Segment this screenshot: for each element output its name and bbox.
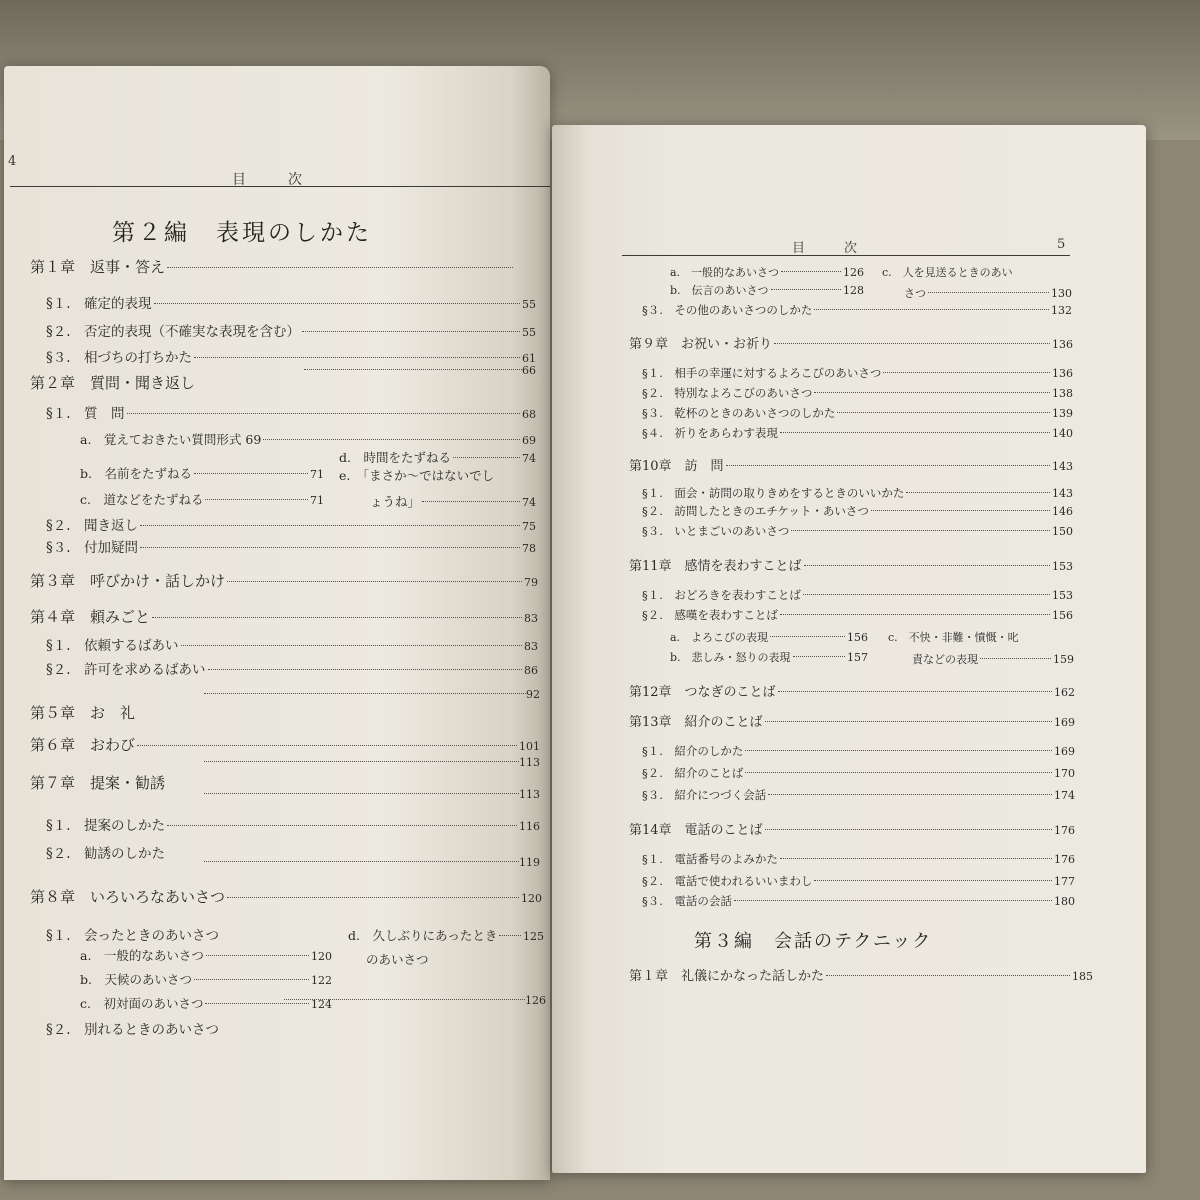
toc-label: さつ	[904, 287, 926, 300]
toc-chapter[interactable]	[629, 965, 1093, 987]
toc-subsection[interactable]	[888, 629, 1074, 651]
toc-section[interactable]	[642, 425, 1073, 447]
toc-section[interactable]	[642, 302, 1072, 324]
toc-leader	[774, 343, 1050, 344]
toc-leader	[194, 979, 309, 980]
toc-page: 61	[522, 352, 536, 365]
part-title: 第２編 表現のしかた	[112, 220, 372, 246]
toc-label: §３. 乾杯のときのあいさつのしかた	[642, 406, 836, 420]
toc-leader	[204, 693, 526, 694]
toc-label: §２. 感嘆を表わすことば	[642, 608, 778, 622]
toc-label: 第13章 紹介のことば	[629, 715, 763, 730]
toc-label: §３. 紹介につづく会話	[642, 788, 767, 802]
toc-section[interactable]	[46, 924, 336, 946]
toc-page: 180	[1054, 895, 1075, 908]
toc-page: 55	[522, 326, 536, 339]
toc-leader	[768, 794, 1052, 795]
toc-page: 130	[1051, 287, 1072, 300]
toc-page: 120	[521, 892, 542, 905]
toc-leader	[980, 658, 1051, 659]
toc-page: 143	[1052, 460, 1073, 473]
toc-page: 138	[1052, 387, 1073, 400]
toc-section[interactable]	[642, 607, 1073, 629]
toc-label: a. 一般的なあいさつ	[670, 266, 780, 279]
toc-page: 71	[310, 494, 324, 507]
toc-label: のあいさつ	[366, 952, 429, 967]
toc-page: 83	[524, 612, 538, 625]
toc-page: 150	[1052, 525, 1073, 538]
toc-label: §２. 紹介のことば	[642, 766, 744, 780]
toc-subsection-cont[interactable]	[370, 492, 536, 514]
toc-leader	[793, 656, 845, 657]
toc-leader	[137, 745, 517, 746]
header-rule	[622, 255, 1070, 256]
toc-page: 156	[1052, 609, 1073, 622]
toc-label: 第６章 おわび	[30, 736, 136, 754]
toc-section[interactable]	[642, 851, 1075, 873]
toc-label: §２. 勧誘のしかた	[46, 846, 166, 862]
toc-leader	[928, 292, 1049, 293]
toc-label: §１. 面会・訪問の取りきめをするときのいいかた	[642, 486, 905, 500]
running-header: 目 次	[232, 172, 302, 188]
toc-label: §３. その他のあいさつのしかた	[642, 303, 813, 317]
toc-page: 71	[310, 468, 324, 481]
toc-leader	[771, 289, 841, 290]
toc-label: §２. 訪問したときのエチケット・あいさつ	[642, 504, 869, 518]
toc-chapter[interactable]	[629, 681, 1075, 703]
toc-section[interactable]	[642, 893, 1075, 915]
toc-page: 140	[1052, 427, 1073, 440]
toc-leader	[780, 858, 1052, 859]
toc-leader	[780, 614, 1050, 615]
toc-page: 177	[1054, 875, 1075, 888]
toc-label: §２. 電話で使われるいいまわし	[642, 874, 813, 888]
toc-page: 66	[522, 364, 536, 377]
toc-page: 174	[1054, 789, 1075, 802]
toc-section[interactable]	[642, 765, 1075, 787]
toc-leader	[263, 439, 520, 440]
toc-label: 第３章 呼びかけ・話しかけ	[30, 572, 226, 590]
toc-label: 責などの表現	[912, 653, 978, 666]
toc-section[interactable]	[642, 523, 1073, 545]
toc-section[interactable]	[46, 514, 536, 536]
toc-leader	[127, 413, 520, 414]
toc-page: 126	[843, 266, 864, 279]
toc-page: 113	[519, 788, 540, 801]
toc-leader	[194, 357, 520, 358]
toc-page: 78	[522, 542, 536, 555]
toc-page: 55	[522, 298, 536, 311]
toc-leader	[814, 309, 1049, 310]
toc-leader-line[interactable]	[304, 364, 536, 386]
part-title: 第３編 会話のテクニック	[694, 931, 933, 952]
toc-subsection[interactable]	[348, 926, 544, 948]
toc-label: 第10章 訪 問	[629, 459, 724, 474]
toc-label: §２. 別れるときのあいさつ	[46, 1022, 220, 1038]
toc-leader	[204, 861, 519, 862]
toc-label: b. 天候のあいさつ	[80, 972, 192, 987]
toc-subsection-cont[interactable]	[912, 651, 1074, 673]
toc-leader	[205, 499, 308, 500]
toc-page: 136	[1052, 338, 1073, 351]
toc-subsection[interactable]	[80, 946, 332, 968]
toc-label: 第12章 つなぎのことば	[629, 685, 776, 700]
toc-leader	[906, 492, 1050, 493]
toc-page: 139	[1052, 407, 1073, 420]
toc-leader	[284, 999, 525, 1000]
toc-subsection[interactable]	[80, 464, 324, 486]
toc-section[interactable]	[46, 320, 536, 342]
toc-page: 146	[1052, 505, 1073, 518]
toc-label: c. 初対面のあいさつ	[80, 996, 204, 1011]
toc-label: §３. 相づちの打ちかた	[46, 350, 193, 366]
toc-page: 74	[522, 496, 536, 509]
toc-label: §３. 電話の会話	[642, 894, 732, 908]
toc-leader	[814, 880, 1052, 881]
toc-label: e. 「まさか〜ではないでし	[339, 468, 495, 483]
toc-subsection[interactable]	[882, 264, 1072, 286]
toc-leader	[883, 372, 1050, 373]
toc-label: §１. 相手の幸運に対するよろこびのあいさつ	[642, 366, 882, 380]
toc-section[interactable]	[642, 365, 1073, 387]
toc-label: §２. 許可を求めるばあい	[46, 662, 206, 678]
toc-page: 79	[524, 576, 538, 589]
toc-leader	[781, 271, 841, 272]
toc-leader-line[interactable]	[204, 756, 540, 778]
toc-label: b. 悲しみ・怒りの表現	[670, 651, 791, 664]
toc-leader	[167, 825, 517, 826]
toc-leader	[140, 525, 520, 526]
toc-leader	[803, 594, 1050, 595]
toc-subsection[interactable]	[339, 466, 536, 488]
toc-page: 159	[1053, 653, 1074, 666]
toc-page: 156	[847, 631, 868, 644]
toc-page: 101	[519, 740, 540, 753]
left-page	[4, 66, 550, 1180]
toc-label: 第４章 頼みごと	[30, 608, 151, 626]
toc-page: 92	[526, 688, 540, 701]
toc-leader	[204, 761, 519, 762]
toc-page: 74	[522, 452, 536, 465]
toc-label: a. 覚えておきたい質問形式 69	[80, 432, 262, 447]
toc-label: §１. 質 問	[46, 406, 125, 422]
toc-leader	[302, 331, 520, 332]
toc-label: 第14章 電話のことば	[629, 823, 763, 838]
toc-label: b. 伝言のあいさつ	[670, 284, 769, 297]
toc-leader	[778, 691, 1052, 692]
toc-label: c. 人を見送るときのあい	[882, 266, 1013, 279]
toc-section[interactable]	[46, 536, 536, 558]
toc-chapter[interactable]	[30, 606, 538, 628]
toc-label: a. 一般的なあいさつ	[80, 948, 204, 963]
toc-page: 169	[1054, 745, 1075, 758]
toc-page: 75	[522, 520, 536, 533]
toc-label: §２. 否定的表現（不確実な表現を含む）	[46, 324, 301, 340]
toc-leader	[167, 267, 513, 268]
toc-section[interactable]	[46, 658, 538, 680]
toc-leader	[194, 473, 308, 474]
toc-leader	[814, 392, 1050, 393]
toc-leader	[422, 501, 520, 502]
toc-label: §３. 付加疑問	[46, 540, 139, 556]
page-number: 4	[8, 154, 17, 169]
toc-page: 69	[522, 434, 536, 447]
toc-label: §１. 提案のしかた	[46, 818, 166, 834]
toc-subsection[interactable]	[670, 629, 868, 651]
toc-section[interactable]	[46, 634, 538, 656]
toc-label: 第１章 返事・答え	[30, 258, 166, 276]
toc-leader	[227, 897, 519, 898]
toc-page: 86	[524, 664, 538, 677]
toc-label: §２. 特別なよろこびのあいさつ	[642, 386, 813, 400]
toc-page: 116	[519, 820, 540, 833]
toc-page: 125	[523, 930, 544, 943]
toc-chapter[interactable]	[30, 570, 538, 592]
toc-section[interactable]	[642, 385, 1073, 407]
toc-leader	[154, 303, 520, 304]
toc-chapter[interactable]	[30, 734, 540, 756]
toc-leader	[765, 721, 1052, 722]
toc-page: 185	[1072, 970, 1093, 983]
toc-label: c. 不快・非難・憤慨・叱	[888, 631, 1019, 644]
toc-chapter[interactable]	[30, 256, 515, 278]
toc-label: §１. 会ったときのあいさつ	[46, 928, 220, 944]
toc-section[interactable]	[46, 402, 536, 424]
toc-section[interactable]	[46, 292, 536, 314]
toc-page: 153	[1052, 560, 1073, 573]
toc-label: ょうね」	[370, 494, 421, 509]
toc-page: 153	[1052, 589, 1073, 602]
toc-label: §４. 祈りをあらわす表現	[642, 426, 778, 440]
toc-leader	[453, 457, 520, 458]
toc-subsection[interactable]	[80, 970, 332, 992]
toc-leader	[726, 465, 1050, 466]
toc-leader	[791, 530, 1050, 531]
toc-label: 第５章 お 礼	[30, 704, 136, 722]
toc-page: 157	[847, 651, 868, 664]
toc-page: 136	[1052, 367, 1073, 380]
toc-page: 128	[843, 284, 864, 297]
toc-label: 第11章 感情を表わすことば	[629, 559, 802, 574]
toc-page: 120	[311, 950, 332, 963]
toc-label: §２. 聞き返し	[46, 518, 139, 534]
toc-leader	[206, 955, 309, 956]
toc-leader-line[interactable]	[204, 856, 540, 878]
toc-section[interactable]	[642, 873, 1075, 895]
toc-subsection[interactable]	[80, 490, 324, 512]
toc-section[interactable]	[642, 787, 1075, 809]
toc-page: 68	[522, 408, 536, 421]
toc-leader	[837, 412, 1050, 413]
toc-label: §１. 確定的表現	[46, 296, 152, 312]
toc-label: d. 久しぶりにあったとき	[348, 928, 498, 943]
toc-chapter[interactable]	[629, 711, 1075, 733]
toc-page: 132	[1051, 304, 1072, 317]
toc-label: b. 名前をたずねる	[80, 466, 192, 481]
toc-subsection[interactable]	[670, 282, 864, 304]
toc-subsection-cont[interactable]	[366, 950, 516, 972]
toc-subsection[interactable]	[670, 649, 868, 671]
toc-label: §１. おどろきを表わすことば	[642, 588, 801, 602]
toc-section[interactable]	[642, 743, 1075, 765]
toc-label: 第２章 質問・聞き返し	[30, 374, 196, 392]
toc-label: §１. 電話番号のよみかた	[642, 852, 778, 866]
toc-section[interactable]	[642, 405, 1073, 427]
toc-section[interactable]	[642, 587, 1073, 609]
toc-label: 第１章 礼儀にかなった話しかた	[629, 969, 825, 984]
toc-leader	[804, 565, 1050, 566]
toc-page: 176	[1054, 853, 1075, 866]
toc-leader	[765, 829, 1052, 830]
right-page	[552, 125, 1146, 1173]
toc-page: 124	[311, 998, 332, 1011]
toc-section[interactable]	[642, 503, 1073, 525]
toc-leader	[871, 510, 1050, 511]
toc-leader	[734, 900, 1052, 901]
toc-leader	[152, 617, 522, 618]
toc-page: 170	[1054, 767, 1075, 780]
toc-label: §１. 依頼するばあい	[46, 638, 179, 654]
toc-chapter[interactable]	[629, 455, 1073, 477]
toc-page: 83	[524, 640, 538, 653]
toc-leader-line[interactable]	[284, 994, 546, 1016]
toc-leader-line[interactable]	[204, 788, 540, 810]
toc-label: §３. いとまごいのあいさつ	[642, 524, 790, 538]
toc-page: 122	[311, 974, 332, 987]
toc-page: 126	[525, 994, 546, 1007]
toc-label: c. 道などをたずねる	[80, 492, 204, 507]
toc-page: 169	[1054, 716, 1075, 729]
toc-page: 119	[519, 856, 540, 869]
toc-leader	[181, 645, 522, 646]
header-rule	[10, 186, 550, 187]
toc-leader	[780, 432, 1050, 433]
toc-label: a. よろこびの表現	[670, 631, 769, 644]
toc-leader	[745, 750, 1052, 751]
toc-label: 第８章 いろいろなあいさつ	[30, 888, 226, 906]
toc-section[interactable]	[46, 1018, 306, 1040]
toc-chapter[interactable]	[629, 819, 1075, 841]
toc-chapter[interactable]	[30, 702, 230, 724]
toc-label: 第７章 提案・勧誘	[30, 774, 166, 792]
toc-leader	[745, 772, 1052, 773]
toc-label: 第９章 お祝い・お祈り	[629, 337, 773, 352]
toc-page: 162	[1054, 686, 1075, 699]
toc-label: d. 時間をたずねる	[339, 450, 451, 465]
toc-chapter[interactable]	[30, 372, 290, 394]
toc-leader	[826, 975, 1070, 976]
toc-chapter[interactable]	[629, 333, 1073, 355]
toc-chapter[interactable]	[629, 555, 1073, 577]
toc-leader	[227, 581, 522, 582]
toc-leader	[304, 369, 522, 370]
toc-leader-line[interactable]	[204, 688, 540, 710]
toc-leader	[140, 547, 520, 548]
toc-leader	[204, 793, 519, 794]
toc-label: §１. 紹介のしかた	[642, 744, 744, 758]
toc-page: 176	[1054, 824, 1075, 837]
page-number: 5	[1057, 237, 1066, 252]
toc-section[interactable]	[46, 814, 540, 836]
toc-leader	[499, 935, 521, 936]
toc-page: 113	[519, 756, 540, 769]
toc-chapter[interactable]	[30, 886, 542, 908]
running-header: 目 次	[792, 241, 858, 256]
toc-leader	[208, 669, 522, 670]
toc-leader	[770, 636, 845, 637]
toc-page: 143	[1052, 487, 1073, 500]
